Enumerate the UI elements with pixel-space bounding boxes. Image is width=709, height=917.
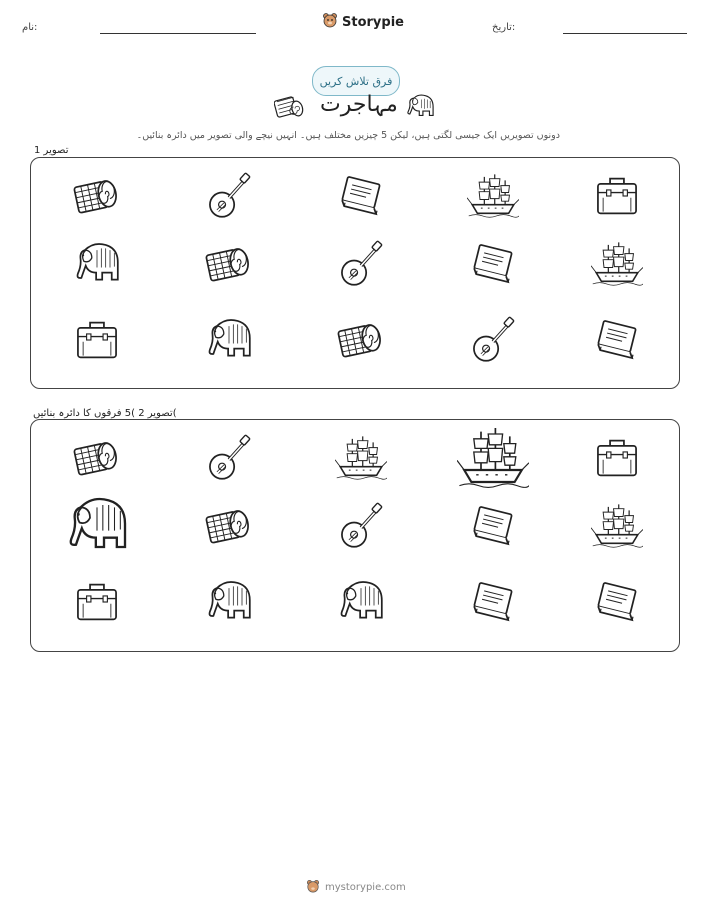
guitar-icon — [467, 314, 519, 366]
mat-roll-icon — [71, 170, 123, 222]
guitar-icon — [203, 170, 255, 222]
elephant-icon[interactable] — [62, 491, 132, 561]
date-label: تاریخ: — [492, 22, 516, 33]
picture1-label: تصویر 1 — [34, 145, 69, 156]
mat-roll-icon[interactable] — [203, 500, 255, 552]
mat-roll-icon — [274, 94, 304, 120]
brand-logo — [322, 12, 404, 32]
elephant-icon[interactable] — [203, 576, 255, 628]
briefcase-icon — [71, 314, 123, 366]
guitar-icon[interactable] — [335, 500, 387, 552]
ship-icon — [591, 238, 643, 290]
picture1-panel — [30, 157, 680, 389]
ship-icon[interactable] — [591, 500, 643, 552]
date-line[interactable] — [563, 33, 687, 34]
bear-logo-icon — [306, 879, 320, 896]
book-icon — [335, 170, 387, 222]
brand-name: Storypie — [342, 14, 404, 30]
elephant-icon — [203, 314, 255, 366]
name-line[interactable] — [100, 33, 256, 34]
elephant-icon[interactable] — [335, 576, 387, 628]
book-icon — [467, 238, 519, 290]
ship-icon[interactable] — [335, 432, 387, 484]
picture2-panel[interactable] — [30, 419, 680, 652]
picture2-label: تصویر 2 )5 فرقوں کا دائرہ بنائیں( — [33, 408, 177, 419]
footer-site[interactable]: mystorypie.com — [325, 882, 406, 893]
book-icon[interactable] — [467, 576, 519, 628]
mat-roll-icon — [335, 314, 387, 366]
book-icon — [591, 314, 643, 366]
book-icon[interactable] — [591, 576, 643, 628]
book-icon[interactable] — [467, 500, 519, 552]
guitar-icon[interactable] — [203, 432, 255, 484]
spot-difference-badge: فرق تلاش کریں — [312, 66, 400, 96]
elephant-icon — [404, 92, 436, 120]
ship-icon[interactable] — [457, 422, 529, 494]
mat-roll-icon — [203, 238, 255, 290]
briefcase-icon[interactable] — [591, 432, 643, 484]
mat-roll-icon[interactable] — [71, 432, 123, 484]
footer — [306, 879, 406, 896]
elephant-icon — [71, 238, 123, 290]
ship-icon — [467, 170, 519, 222]
name-label: نام: — [22, 22, 38, 33]
briefcase-icon[interactable] — [71, 576, 123, 628]
instructions-text: دونوں تصویریں ایک جیسی لگتی ہیں، لیکن 5 چیزیں مختلف ہیں۔ انہیں نیچے والی تصویر میں دائرہ بنائیں۔ — [136, 130, 560, 141]
guitar-icon — [335, 238, 387, 290]
page-title: مہاجرت — [320, 92, 398, 117]
briefcase-icon — [591, 170, 643, 222]
bear-logo-icon — [322, 12, 338, 32]
